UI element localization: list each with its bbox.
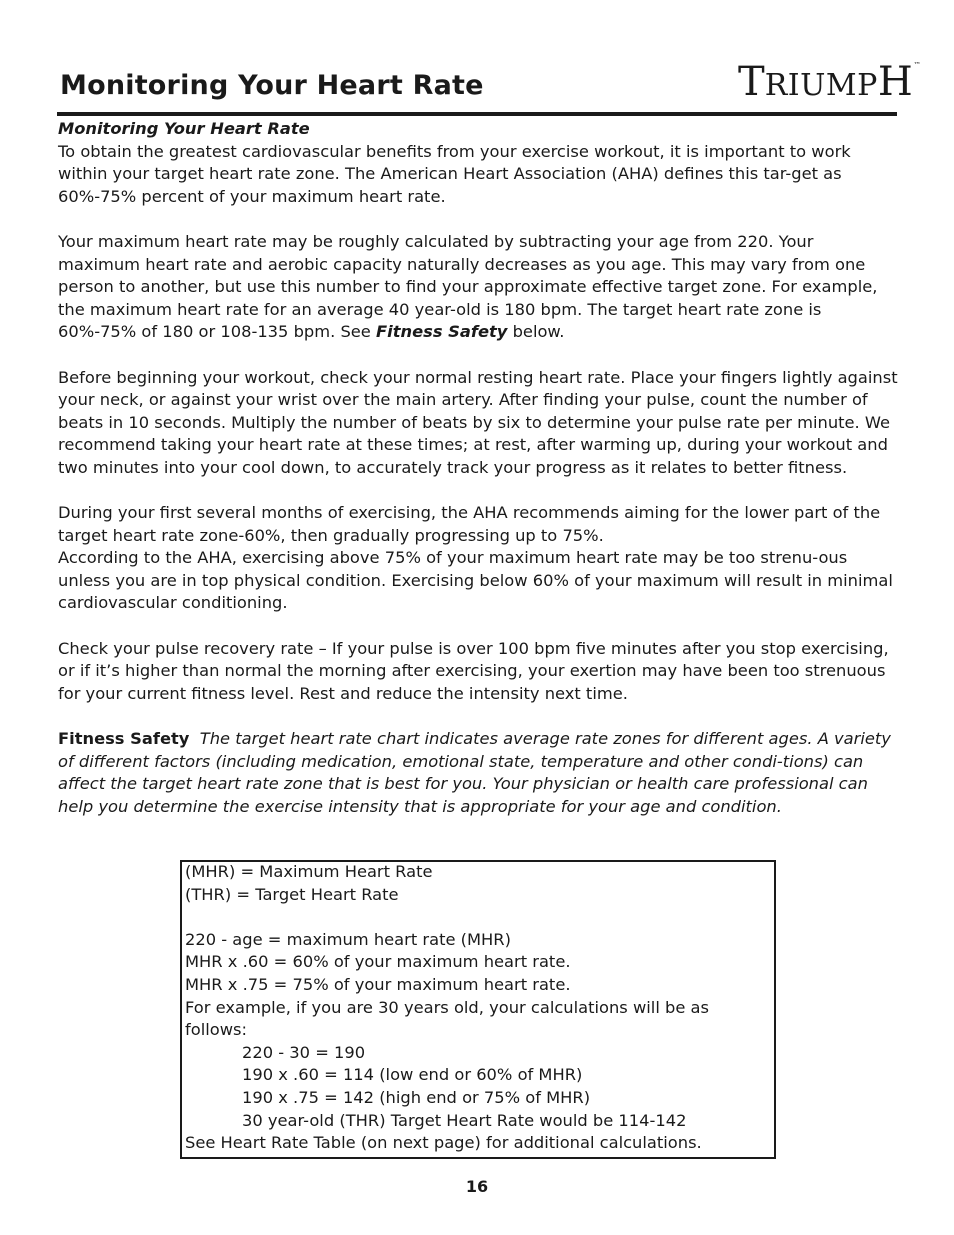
calc-line-thr-definition: (THR) = Target Heart Rate xyxy=(185,884,399,904)
fitness-safety-reference: Fitness Safety xyxy=(376,322,508,342)
paragraph-resting-rate: Before beginning your workout, check your normal resting heart rate. Place your fingers lightly against your neck, or against your wrist over the main artery. After finding your pulse, count the number of beats in 10 seconds. Multiply the number of beats by six to determine your pulse rate per minute. We recommend taking your heart rate at these times; at rest, after warming up, during your workout and two minutes into your cool down, to accurately track your progress as it relates to better fitness. xyxy=(58,367,898,477)
paragraph-max-heart-rate-text: Your maximum heart rate may be roughly calculated by subtracting your age from 220. Your maximum heart rate and aerobic capacity naturally decreases as you age. This may vary from one person to another, but use this number to find your approximate effective target zone. For example, the maximum heart rate for an average 40 year-old is 180 bpm. The target heart rate zone is 60%-75% of 180 or 108-135 bpm. See xyxy=(58,231,878,342)
paragraph-recovery-rate: Check your pulse recovery rate – If your pulse is over 100 bpm five minutes after you stop exercising, or if it’s higher than normal the morning after exercising, your exertion may have been too strenuous for your current fitness level. Rest and reduce the intensity next time. xyxy=(58,638,889,703)
calc-footer-note: See Heart Rate Table (on next page) for additional calculations. xyxy=(185,1133,702,1153)
paragraph-intro: To obtain the greatest cardiovascular benefits from your exercise workout, it is important to work within your target heart rate zone. The American Heart Association (AHA) defines this tar-get as 60%-75% percent of your maximum heart rate. xyxy=(58,141,851,206)
logo-final: H xyxy=(877,59,913,105)
fitness-safety-label: Fitness Safety xyxy=(58,729,190,749)
calc-line-mhr-formula: 220 - age = maximum heart rate (MHR) xyxy=(185,929,511,949)
logo-trademark: ™ xyxy=(913,61,921,69)
page-number: 16 xyxy=(465,1177,489,1196)
brand-logo xyxy=(738,59,921,105)
header-divider xyxy=(57,112,897,116)
calc-line-example-intro: For example, if you are 30 years old, your calculations will be as follows: xyxy=(185,997,710,1040)
paragraph-max-heart-rate-tail: below. xyxy=(507,322,565,342)
calc-line-mhr-definition: (MHR) = Maximum Heart Rate xyxy=(185,862,433,881)
paragraph-aha-intensity: According to the AHA, exercising above 75% of your maximum heart rate may be too strenu-ous unless you are in top physical condition. Exercising below 60% of your maximum will result in minimal cardiovascular conditioning. xyxy=(58,548,893,613)
heart-rate-calculation-box xyxy=(180,860,776,1159)
logo-initial: T xyxy=(738,59,765,105)
calc-example-mhr: 220 - 30 = 190 xyxy=(242,1042,366,1062)
paragraph-first-months: During your first several months of exercising, the AHA recommends aiming for the lower part of the target heart rate zone-60%, then gradually progressing up to 75%. xyxy=(58,503,881,545)
paragraph-max-heart-rate xyxy=(58,231,900,344)
section-heading: Monitoring Your Heart Rate xyxy=(58,119,310,138)
calc-example-high-end: 190 x .75 = 142 (high end or 75% of MHR) xyxy=(242,1087,591,1107)
page-title: Monitoring Your Heart Rate xyxy=(60,70,484,101)
paragraph-fitness-safety xyxy=(58,728,900,818)
body-text xyxy=(58,118,900,818)
fitness-safety-text: The target heart rate chart indicates average rate zones for different ages. A variety of different factors (including medication, emotional state, temperature and other condi-tions) can affect the target heart rate zone that is best for you. Your physician or health care professional can help you determine the exercise intensity that is appropriate for your age and condition. xyxy=(58,729,891,816)
calc-example-thr: 30 year-old (THR) Target Heart Rate would be 114-142 xyxy=(242,1110,687,1130)
calc-line-60-percent: MHR x .60 = 60% of your maximum heart rate. xyxy=(185,952,571,972)
logo-middle: RIUMP xyxy=(764,68,878,103)
calc-line-75-percent: MHR x .75 = 75% of your maximum heart rate. xyxy=(185,974,571,994)
calc-example-low-end: 190 x .60 = 114 (low end or 60% of MHR) xyxy=(242,1065,583,1085)
